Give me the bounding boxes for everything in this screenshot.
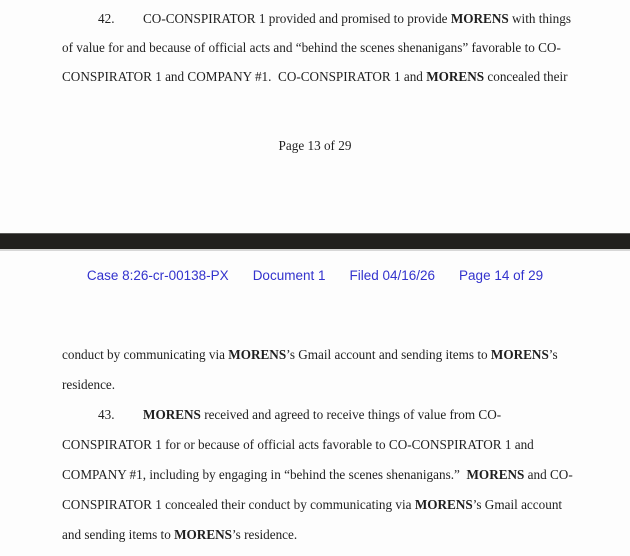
text-line (62, 520, 584, 550)
text-line (62, 400, 584, 430)
page13-footer: Page 13 of 29 (278, 138, 352, 153)
text-segment: ’s (548, 347, 558, 362)
filed-date: Filed 04/16/26 (349, 268, 436, 283)
page14-body (62, 340, 584, 550)
text-segment: MORENS (143, 407, 201, 422)
paragraph-number: 43. (98, 407, 115, 422)
text-segment: of value for and because of official acts and “behind the scenes shenanigans” favorable to CO- (62, 40, 561, 55)
text-line (62, 340, 584, 370)
text-segment: and sending items to (62, 527, 175, 542)
text-segment: MORENS (426, 69, 485, 84)
text-line (62, 33, 584, 62)
text-segment: concealed their (484, 69, 568, 84)
case-number: Case 8:26-cr-00138-PX (86, 268, 229, 283)
text-segment: COMPANY #1, including by engaging in “behind the scenes shenanigans.” (62, 467, 467, 482)
text-segment: CO-CONSPIRATOR 1 provided and promised to provide (143, 11, 451, 26)
text-segment: ’s residence. (231, 527, 298, 542)
text-segment: received and agreed to receive things of value from CO- (200, 407, 502, 422)
text-segment: MORENS (414, 497, 473, 512)
text-segment: MORENS (490, 347, 549, 362)
text-segment: MORENS (174, 527, 232, 542)
text-line (62, 430, 584, 460)
text-segment: CONSPIRATOR 1 for or because of official acts favorable to CO-CONSPIRATOR 1 and (62, 437, 534, 452)
document-number: Document 1 (252, 268, 326, 283)
text-line (62, 460, 584, 490)
text-segment: MORENS (466, 467, 525, 482)
text-segment: ’s Gmail account (472, 497, 563, 512)
text-segment: MORENS (450, 11, 509, 26)
text-segment: residence. (62, 377, 116, 392)
text-line (62, 62, 584, 91)
text-segment: ’s Gmail account and sending items to (286, 347, 491, 362)
text-line (62, 490, 584, 520)
text-segment: with things (508, 11, 571, 26)
page-number: Page 14 of 29 (459, 268, 544, 283)
text-line (62, 4, 584, 33)
paragraph-number: 42. (98, 11, 115, 26)
text-segment: MORENS (228, 347, 287, 362)
text-line (62, 370, 584, 400)
text-segment: conduct by communicating via (62, 347, 229, 362)
text-segment: CONSPIRATOR 1 and COMPANY #1. CO-CONSPIRATOR 1 and (62, 69, 427, 84)
text-segment: CONSPIRATOR 1 concealed their conduct by communicating via (62, 497, 415, 512)
case-header (0, 268, 630, 284)
page13-paragraph-42 (62, 4, 584, 91)
text-segment: and CO- (524, 467, 573, 482)
page-separator (0, 233, 630, 251)
